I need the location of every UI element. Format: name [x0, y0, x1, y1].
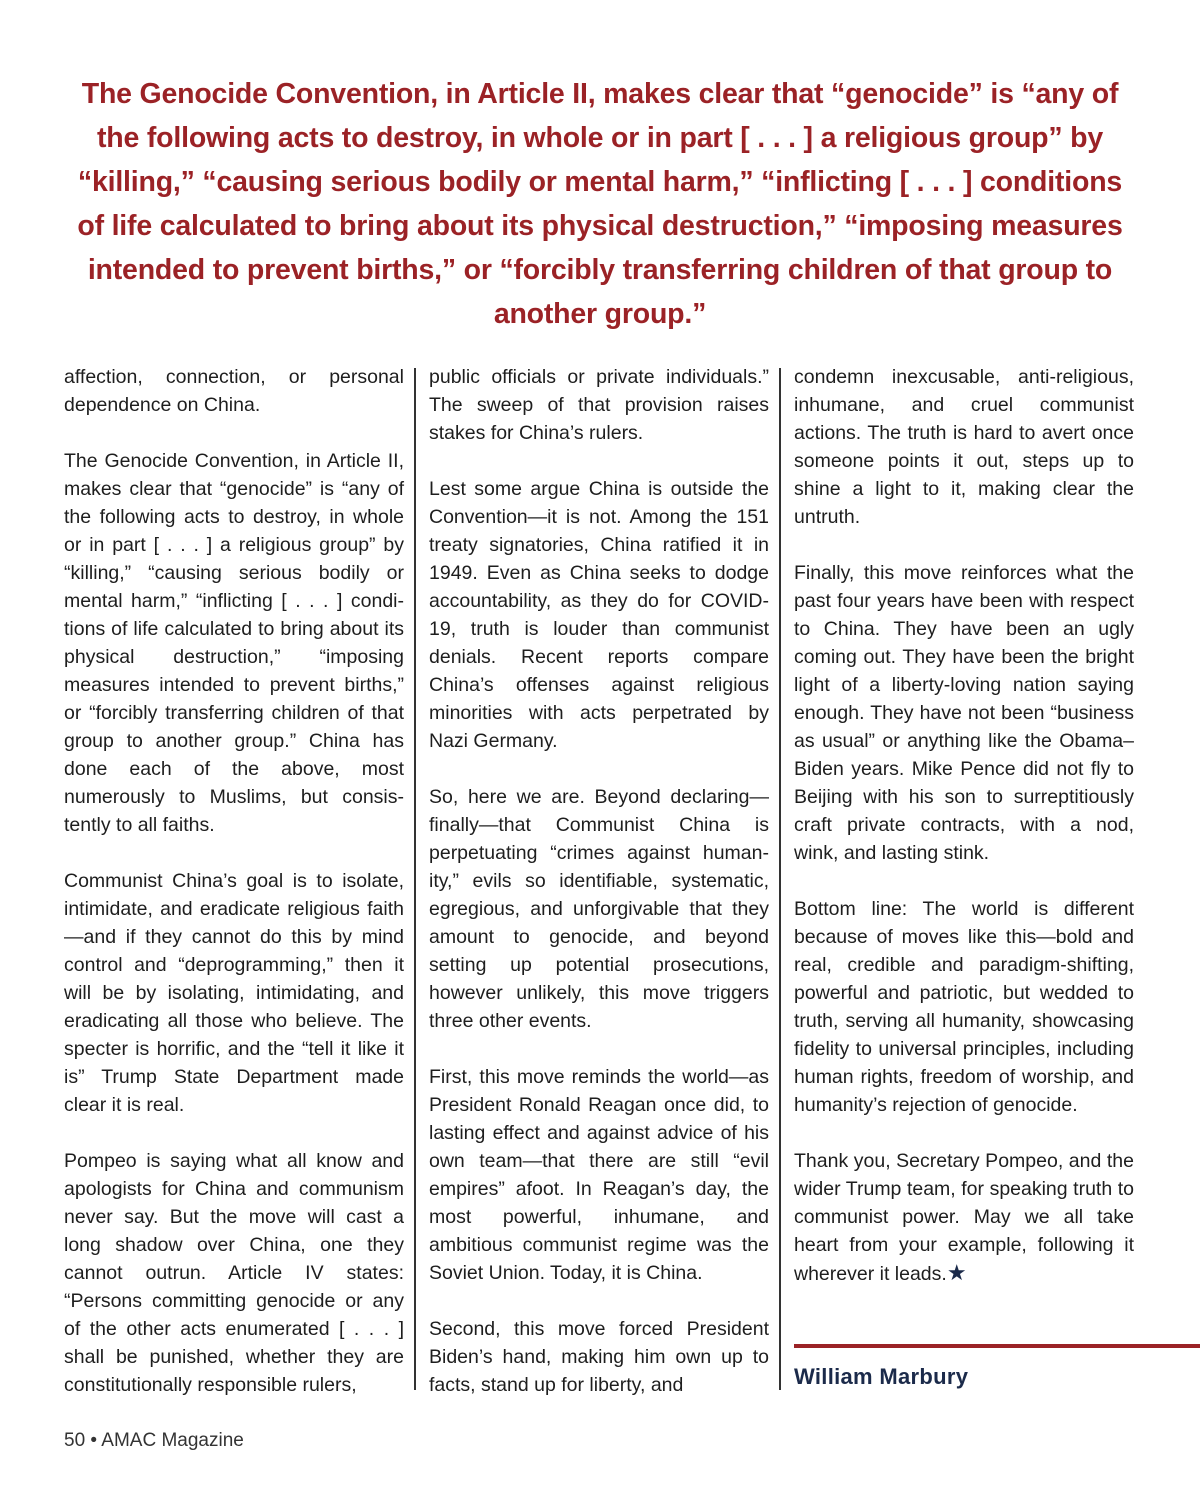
closing-paragraph [794, 1147, 1134, 1288]
column-divider [414, 368, 416, 1390]
paragraph: The Genocide Convention, in Article II, makes clear that “genocide” is “any of the following acts to destroy, in whole or in part [ . . . ] a religious group” by “killing,” “causing serious bodily or mental harm,” “inflicting [ . . . ] conditions of life calculated to bring about its physical destruction,” “imposing measures intended to prevent births,” or “forcibly transferring children of that group to another group.” China has done each of the above, most numerously to Muslims, but consistently to all faiths. [64, 450, 404, 836]
paragraph: affection, connection, or personal dependence on China. [64, 366, 404, 416]
paragraph: condemn inexcusable, anti-religious, inhumane, and cruel communist actions. The truth is hard to avert once someone points it out, steps up to shine a light to it, making clear the untruth. [794, 366, 1134, 528]
article-column-1 [64, 363, 404, 1399]
column-divider [779, 368, 781, 1390]
paragraph-text: Thank you, Secretary Pompeo, and the wider Trump team, for speaking truth to communist power. May we all take heart from your example, following it wherever it leads. [794, 1150, 1134, 1285]
author-divider [794, 1344, 1200, 1348]
paragraph: So, here we are. Beyond declaring—finally—that Communist China is perpetuating “crimes against humanity,” evils so identifiable, systematic, egregious, and unforgivable that they amount to genocide, and beyond setting up potential prosecutions, however unlikely, this move triggers three other events. [429, 786, 769, 1032]
paragraph: Lest some argue China is outside the Convention—it is not. Among the 151 treaty signatories, China ratified it in 1949. Even as China seeks to dodge accountability, as they do for COVID-19, truth is louder than communist denials. Recent reports compare China’s offenses against religious minorities with acts perpetrated by Nazi Germany. [429, 478, 769, 752]
page-footer: 50 • AMAC Magazine [64, 1430, 244, 1451]
article-column-3 [794, 363, 1134, 1288]
paragraph: Bottom line: The world is different because of moves like this—bold and real, credible and paradigm-shifting, powerful and patriotic, but wedded to truth, serving all humanity, showcasing fidelity to universal principles, including human rights, freedom of worship, and humanity’s rejection of genocide. [794, 898, 1134, 1116]
paragraph: Pompeo is saying what all know and apologists for China and communism never say. But the move will cast a long shadow over China, one they cannot outrun. Article IV states: “Persons committing genocide or any of the other acts enumerated [ . . . ] shall be punished, whether they are constitutionally responsible rulers, [64, 1150, 404, 1396]
paragraph: Second, this move forced President Biden’s hand, making him own up to facts, stand up for liberty, and [429, 1318, 769, 1396]
star-icon: ★ [946, 1260, 967, 1285]
paragraph: public officials or private individuals.” The sweep of that provision raises stakes for China’s rulers. [429, 366, 769, 444]
paragraph: Communist China’s goal is to isolate, intimidate, and eradicate religious faith—and if they cannot do this by mind control and “deprogramming,” then it will be by isolating, intimidating, and eradicating all those who believe. The specter is horrific, and the “tell it like it is” Trump State Department made clear it is real. [64, 870, 404, 1116]
paragraph: First, this move reminds the world—as President Ronald Reagan once did, to lasting effect and against advice of his own team—that there are still “evil empires” afoot. In Reagan’s day, the most powerful, inhumane, and ambitious communist regime was the Soviet Union. Today, it is China. [429, 1066, 769, 1284]
article-column-2 [429, 363, 769, 1399]
author-byline: William Marbury [794, 1364, 969, 1389]
paragraph: Finally, this move reinforces what the past four years have been with respect to China. They have been an ugly coming out. They have been the bright light of a liberty-loving nation saying enough. They have not been “business as usual” or anything like the Obama–Biden years. Mike Pence did not fly to Beijing with his son to surreptitiously craft private contracts, with a nod, wink, and lasting stink. [794, 562, 1134, 864]
pull-quote: The Genocide Convention, in Article II, makes clear that “genocide” is “any of the following acts to destroy, in whole or in part [ . . . ] a religious group” by “killing,” “causing serious bodily or mental harm,” “inflicting [ . . . ] conditions of life calculated to bring about its physical destruction,” “imposing measures intended to prevent births,” or “forcibly transferring children of that group to another group.” [77, 78, 1123, 330]
